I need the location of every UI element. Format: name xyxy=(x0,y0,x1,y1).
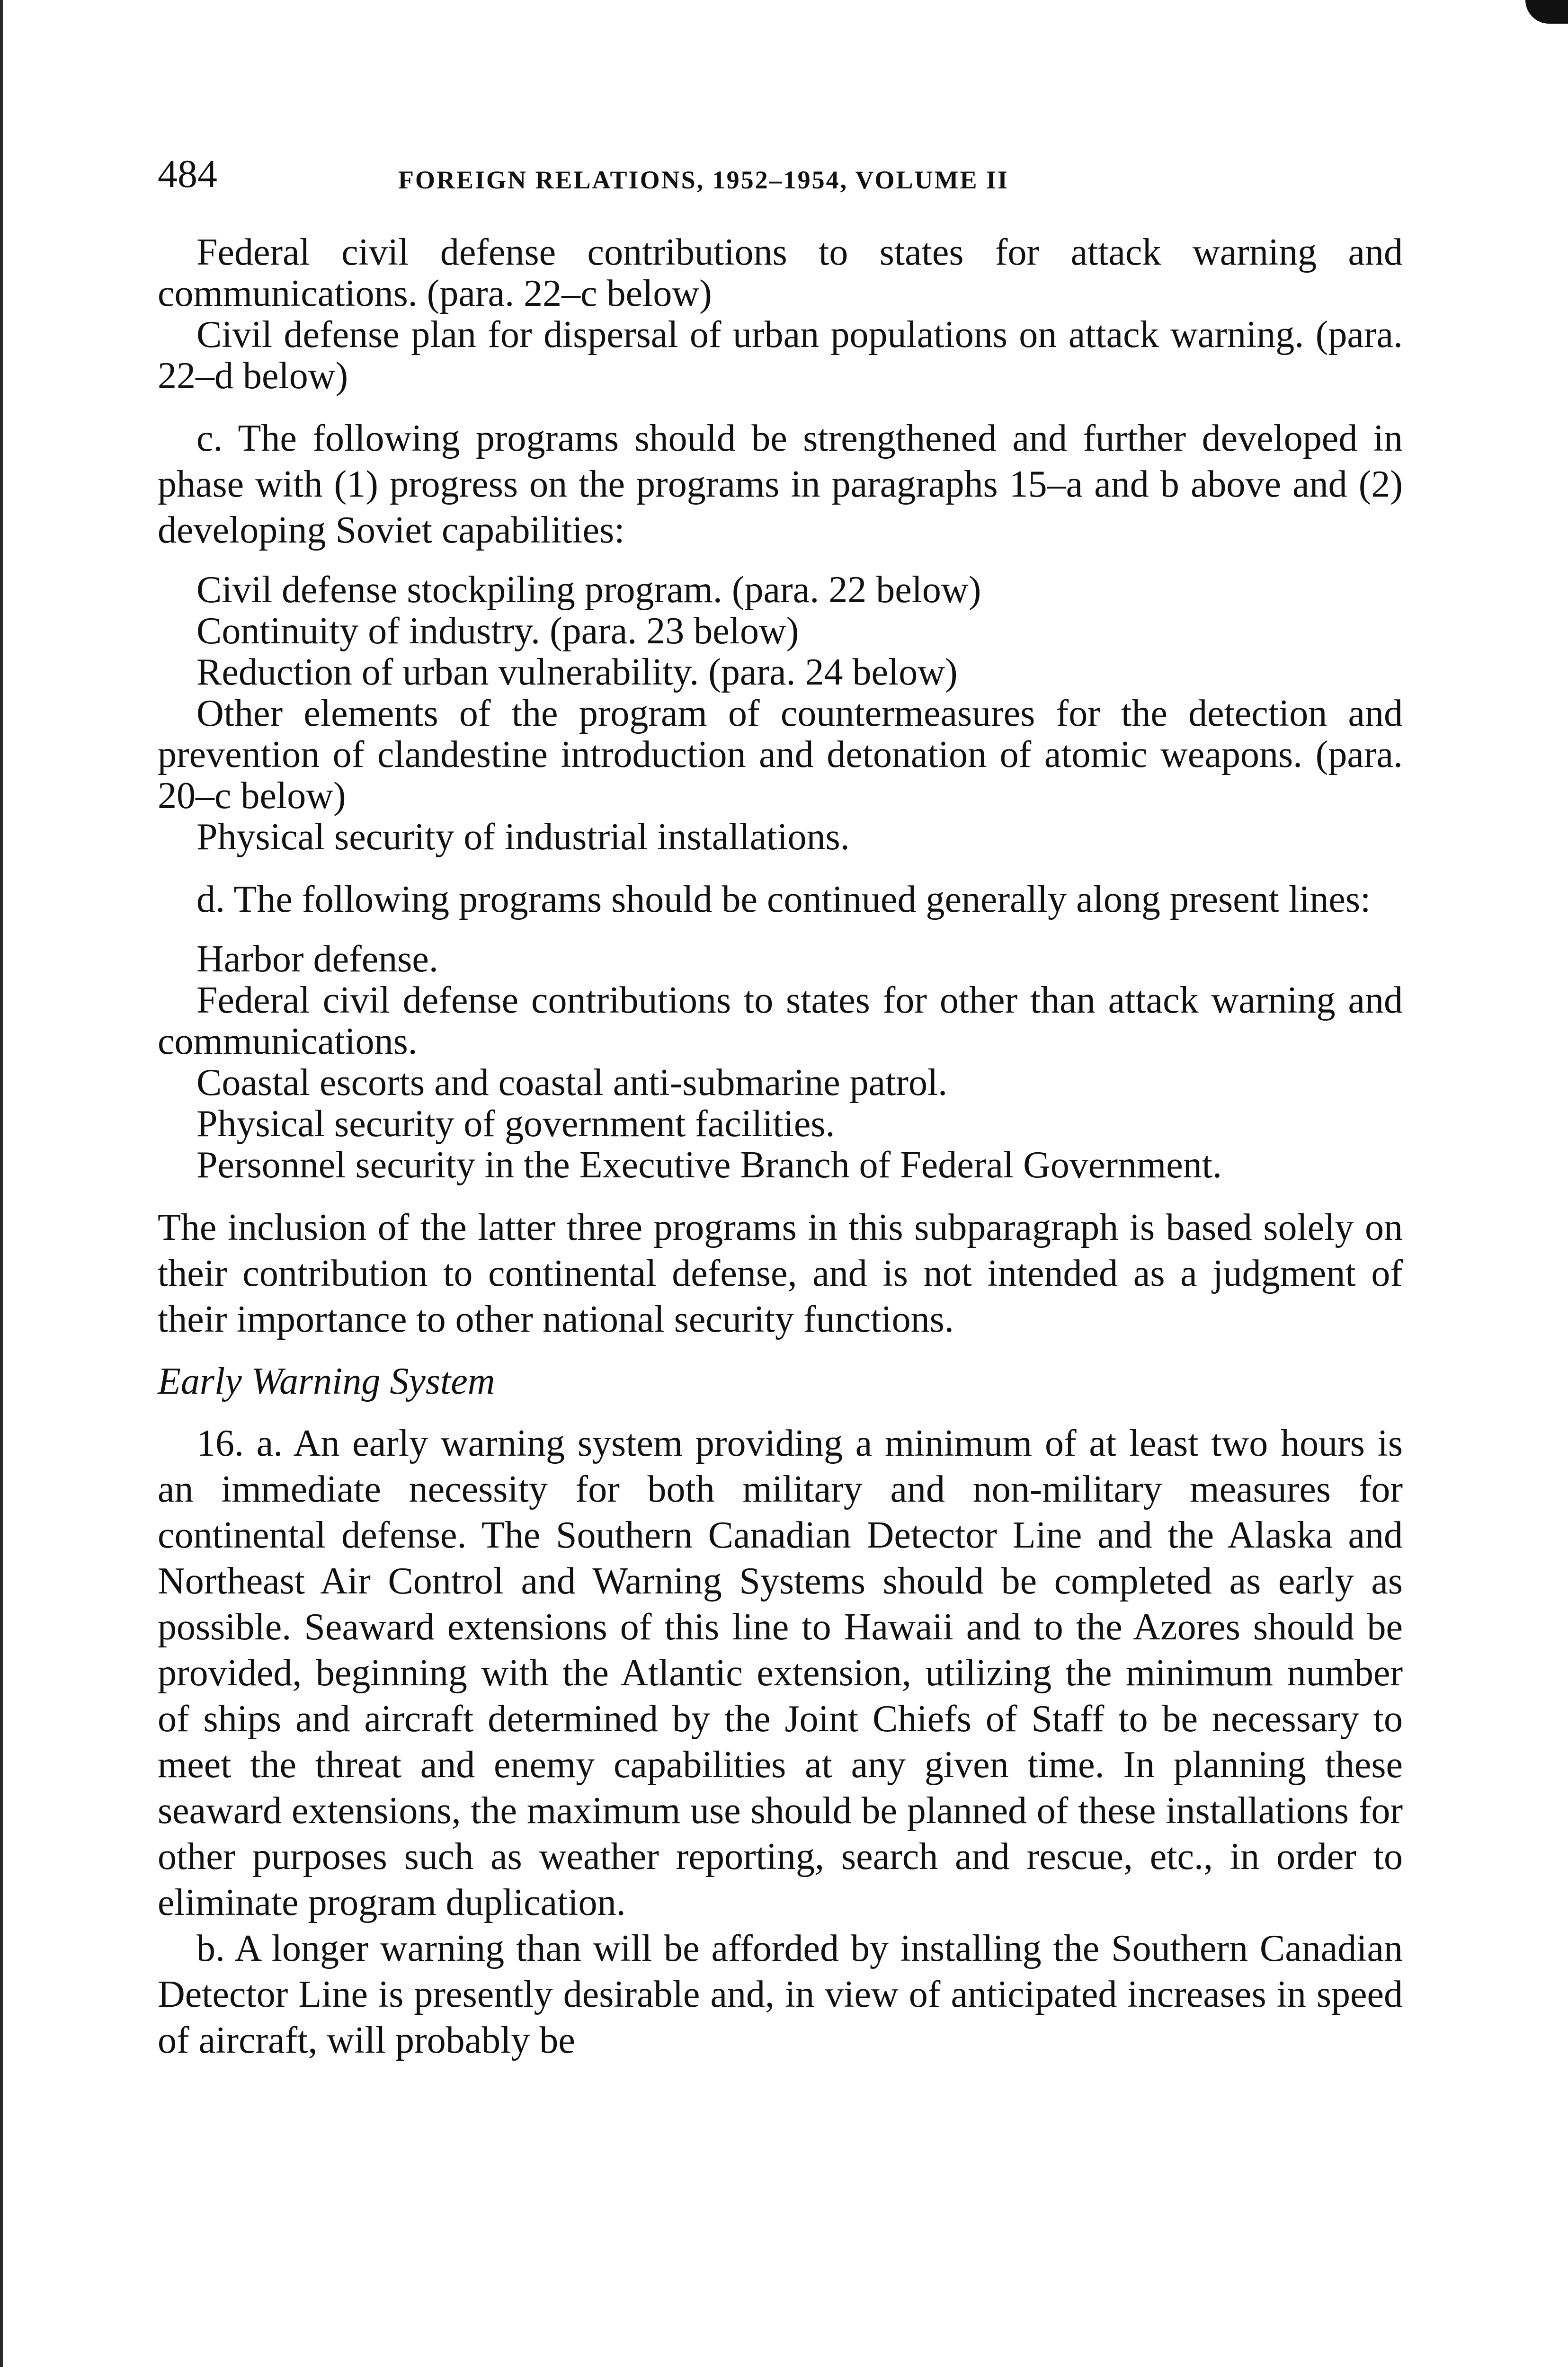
page-header xyxy=(158,151,1417,207)
list-item: Civil defense plan for dispersal of urban populations on attack warning. (para. 22–d below) xyxy=(158,314,1403,397)
section-heading: Early Warning System xyxy=(158,1361,495,1402)
list-item: Personnel security in the Executive Branch of Federal Government. xyxy=(196,1144,1222,1186)
list-item: Harbor defense. xyxy=(196,938,438,980)
running-head: FOREIGN RELATIONS, 1952–1954, VOLUME II xyxy=(398,166,1009,194)
body-text xyxy=(158,232,1403,2064)
paragraph-16b: b. A longer warning than will be afforded by installing the Southern Canadian Detector Line is presently desirable and, in view of anticipated increases in speed of aircraft, will probably be xyxy=(158,1928,1403,2061)
paragraph-16a: 16. a. An early warning system providing a minimum of at least two hours is an immediate necessity for both military and non-military measures for continental defense. The Southern Canadian Detector Line and the Alaska and Northeast Air Control and Warning Systems should be completed as early as possible. Seaward extensions of this line to Hawaii and to the Azores should be provided, beginning with the Atlantic extension, utilizing the minimum number of ships and aircraft determined by the Joint Chiefs of Staff to be necessary to meet the threat and enemy capabilities at any given time. In planning these seaward extensions, the maximum use should be planned of these installations for other purposes such as weather reporting, search and rescue, etc., in order to eliminate program duplication. xyxy=(158,1423,1403,1923)
page-number: 484 xyxy=(158,152,217,196)
list-item: Physical security of government facilities. xyxy=(196,1103,835,1145)
paragraph-c-intro: c. The following programs should be strengthened and further developed in phase with (1) progress on the programs in paragraphs 15–a and b above and (2) developing Soviet capabilities: xyxy=(158,418,1403,551)
list-item: Federal civil defense contributions to states for attack warning and communications. (para. 22–c below) xyxy=(158,231,1403,314)
list-item: Coastal escorts and coastal anti-submarine patrol. xyxy=(196,1062,948,1103)
paragraph-d-intro: d. The following programs should be continued generally along present lines: xyxy=(196,879,1371,920)
list-item: Civil defense stockpiling program. (para. 22 below) xyxy=(196,569,981,611)
note-paragraph: The inclusion of the latter three programs in this subparagraph is based solely on their contribution to continental defense, and is not intended as a judgment of their importance to other national security functions. xyxy=(158,1207,1403,1340)
list-item: Reduction of urban vulnerability. (para. 24 below) xyxy=(196,651,958,693)
scan-edge xyxy=(0,0,3,2367)
list-item: Continuity of industry. (para. 23 below) xyxy=(196,610,799,652)
list-item: Other elements of the program of countermeasures for the detection and prevention of clandestine introduction and detonation of atomic weapons. (para. 20–c below) xyxy=(158,693,1403,817)
scan-corner-mark xyxy=(1525,0,1568,24)
list-item: Federal civil defense contributions to states for other than attack warning and communications. xyxy=(158,979,1403,1062)
list-item: Physical security of industrial installations. xyxy=(196,816,850,858)
